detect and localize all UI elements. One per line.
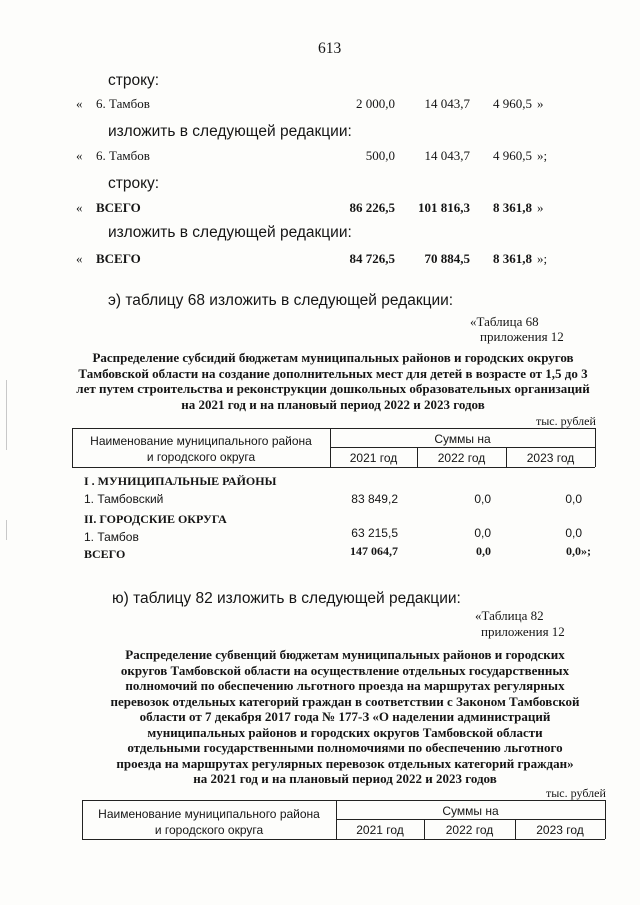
amend-value-2023: 8 361,8 xyxy=(493,251,532,266)
table-rule xyxy=(72,467,595,468)
amend-line-2: изложить в следующей редакции: xyxy=(108,123,352,140)
table-rule xyxy=(330,447,595,448)
amend-value-2021: 84 726,5 xyxy=(349,251,395,266)
close-quote: »; xyxy=(537,251,548,266)
section-municipal-districts: I . МУНИЦИПАЛЬНЫЕ РАЙОНЫ xyxy=(84,474,277,488)
table-rule xyxy=(605,800,606,839)
amend-value-2021: 2 000,0 xyxy=(356,96,395,111)
total-2021: 147 064,7 xyxy=(350,544,398,558)
amend-value-2021: 86 226,5 xyxy=(349,200,395,215)
amend-row-name: 6. Тамбов xyxy=(96,148,150,163)
item-e-text: э) таблицу 68 изложить в следующей редакции: xyxy=(108,292,454,309)
open-quote: « xyxy=(76,251,83,266)
table82-title: Распределение субвенций бюджетам муниципальных районов и городских округов Тамбовской области на осуществление отдельных государственных полномочий по обеспечению льготного проезда на маршрутах регулярных перевозок отдельных категорий граждан в соответствии с Законом Тамбовской области от 7 декабря 2017 года № 177-З «О наделении администраций муниципальных районов и городских округов Тамбовской области отдельными государственными полномочиями по обеспечению льготного проезда на маршрутах регулярных перевозок отдельных категорий граждан» на 2021 год и на плановый период 2022 и 2023 годов xyxy=(110,647,580,786)
amend-line-3: строку: xyxy=(108,175,160,192)
row-name: 1. Тамбовский xyxy=(84,492,164,506)
table68-ref-line2: приложения 12 xyxy=(480,329,564,344)
total-2022: 0,0 xyxy=(476,544,491,558)
header-year-2021: 2021 год xyxy=(356,823,404,837)
total-2023: 0,0»; xyxy=(566,544,591,558)
header-name-line2: и городского округа xyxy=(146,450,256,464)
header-year-2021: 2021 год xyxy=(349,451,398,465)
close-quote: » xyxy=(537,200,544,215)
value-2021: 83 849,2 xyxy=(351,492,398,506)
table68-ref-line1: «Таблица 68 xyxy=(470,314,539,329)
amend-value-2022: 14 043,7 xyxy=(424,148,470,163)
table-rule xyxy=(72,428,595,429)
header-year-2022: 2022 год xyxy=(445,823,494,837)
table68-title: Распределение субсидий бюджетам муниципальных районов и городских округов Тамбовской области на создание дополнительных мест для детей в возрасте от 1,5 до 3 лет путем строительства и реконструкции дошкольных образовательных организаций на 2021 год и на плановый период 2022 и 2023 годов xyxy=(76,350,590,412)
section-city-districts: II. ГОРОДСКИЕ ОКРУГА xyxy=(84,512,227,526)
header-year-2023: 2023 год xyxy=(526,451,575,465)
open-quote: « xyxy=(76,200,83,215)
header-sums: Суммы на xyxy=(442,804,499,818)
value-2022: 0,0 xyxy=(474,492,491,506)
scan-margin-mark xyxy=(6,520,7,540)
table-rule xyxy=(82,839,605,840)
header-name-line2: и городского округа xyxy=(154,823,264,837)
table-rule xyxy=(82,800,605,801)
header-name-line1: Наименование муниципального района xyxy=(98,807,320,821)
header-year-2023: 2023 год xyxy=(536,823,584,837)
scan-margin-mark xyxy=(6,380,7,450)
header-name-line1: Наименование муниципального района xyxy=(90,434,312,448)
total-label: ВСЕГО xyxy=(84,547,126,561)
open-quote: « xyxy=(76,96,83,111)
amend-row-name: ВСЕГО xyxy=(96,251,141,266)
table68-units: тыс. рублей xyxy=(536,414,596,428)
amend-value-2022: 70 884,5 xyxy=(424,251,470,266)
value-2021: 63 215,5 xyxy=(351,526,398,540)
value-2023: 0,0 xyxy=(565,526,582,540)
close-quote: » xyxy=(537,96,544,111)
amend-value-2023: 4 960,5 xyxy=(493,148,532,163)
amend-row-name: ВСЕГО xyxy=(96,200,141,215)
amend-line-1: строку: xyxy=(108,72,160,89)
table82-ref-line1: «Таблица 82 xyxy=(475,608,544,623)
amend-value-2023: 4 960,5 xyxy=(493,96,532,111)
page-number: 613 xyxy=(318,40,342,57)
header-sums: Суммы на xyxy=(434,432,491,446)
table-rule xyxy=(595,428,596,467)
close-quote: »; xyxy=(537,148,548,163)
amend-line-4: изложить в следующей редакции: xyxy=(108,224,352,241)
row-name: 1. Тамбов xyxy=(84,530,139,544)
header-year-2022: 2022 год xyxy=(437,451,486,465)
amend-value-2022: 101 816,3 xyxy=(418,200,470,215)
table82-units: тыс. рублей xyxy=(546,786,606,800)
amend-value-2021: 500,0 xyxy=(365,148,395,163)
value-2022: 0,0 xyxy=(474,526,491,540)
open-quote: « xyxy=(76,148,83,163)
amend-row-name: 6. Тамбов xyxy=(96,96,150,111)
amend-value-2023: 8 361,8 xyxy=(493,200,532,215)
table-rule xyxy=(336,819,605,820)
item-yu-text: ю) таблицу 82 изложить в следующей редакции: xyxy=(112,590,461,607)
amend-value-2022: 14 043,7 xyxy=(424,96,470,111)
table82-ref-line2: приложения 12 xyxy=(481,624,565,639)
value-2023: 0,0 xyxy=(565,492,582,506)
